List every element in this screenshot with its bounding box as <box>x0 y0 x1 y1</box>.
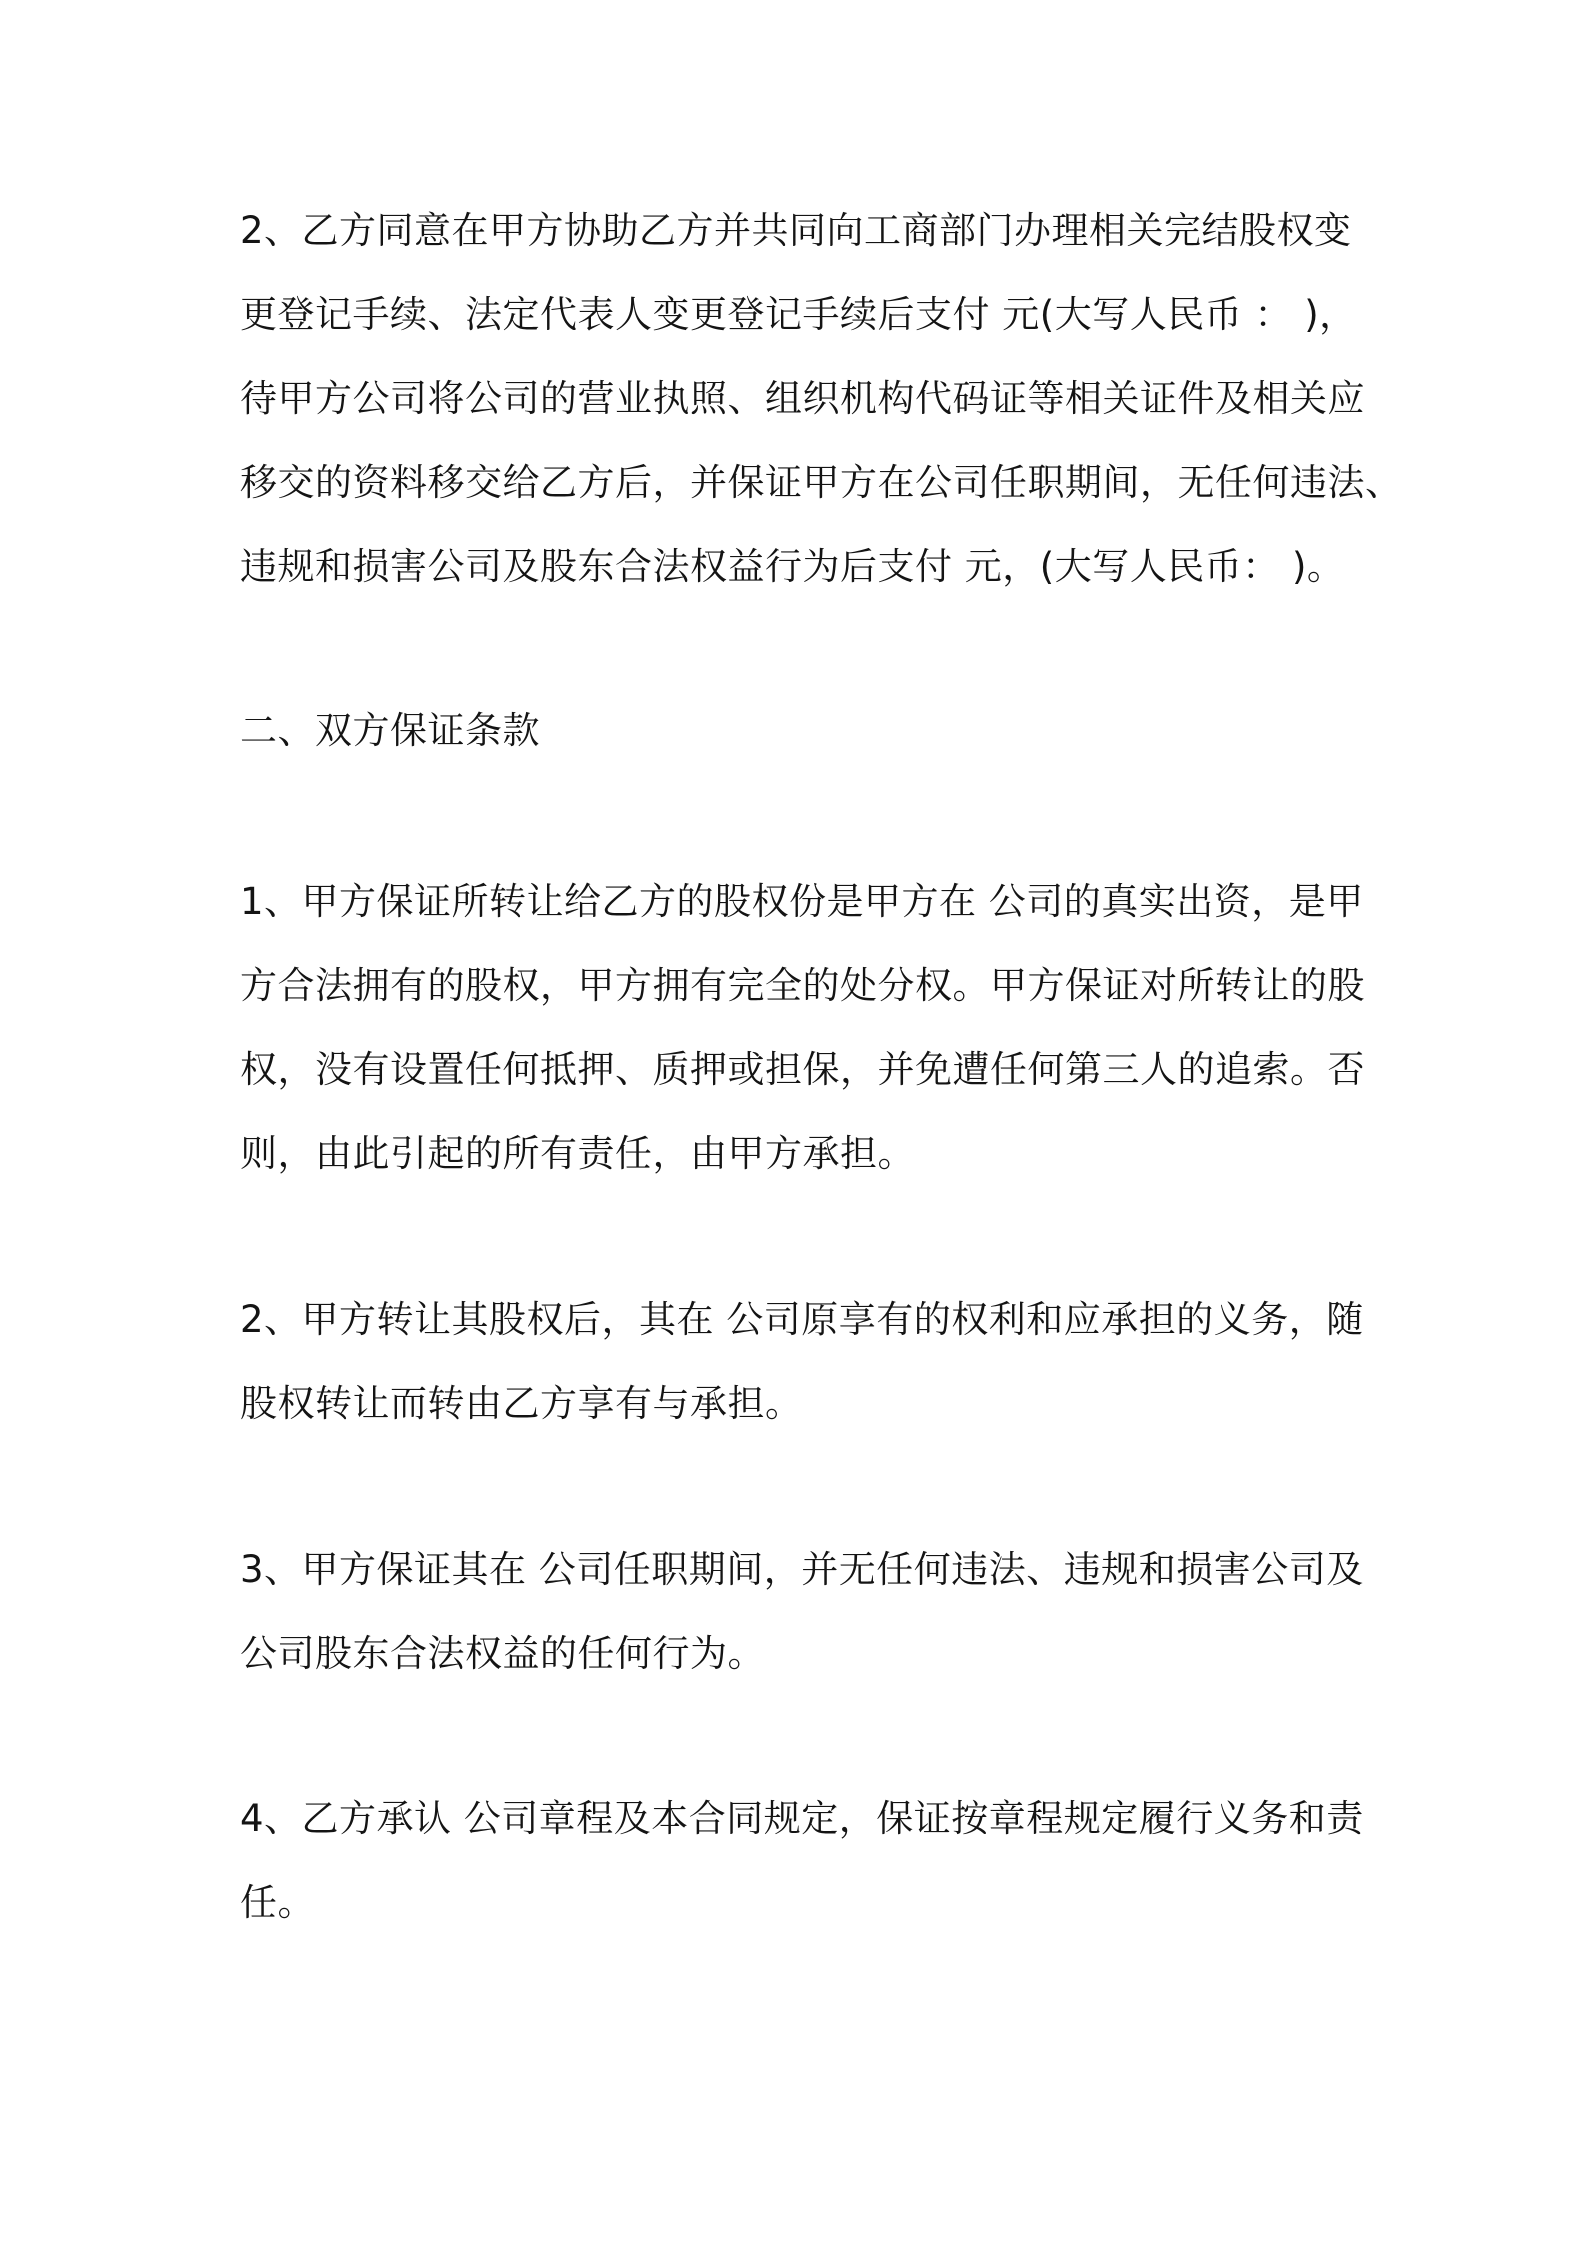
text-line: 公司股东合法权益的任何行为。 <box>240 1632 765 1675</box>
clause-2-4-paragraph <box>240 1777 1364 1945</box>
text-line: 移交的资料移交给乙方后，并保证甲方在公司任职期间，无任何违法、 <box>240 461 1403 504</box>
text-line: 则，由此引起的所有责任，由甲方承担。 <box>240 1132 915 1175</box>
clause-1-2-paragraph <box>240 189 1403 609</box>
clause-2-1-paragraph <box>240 860 1365 1196</box>
section-heading: 二、双方保证条款 <box>240 709 540 752</box>
text-line: 1、甲方保证所转让给乙方的股权份是甲方在 公司的真实出资，是甲 <box>240 880 1364 923</box>
text-line: 2、甲方转让其股权后，其在 公司原享有的权利和应承担的义务，随 <box>240 1298 1364 1341</box>
text-line: 待甲方公司将公司的营业执照、组织机构代码证等相关证件及相关应 <box>240 377 1365 420</box>
text-line: 权，没有设置任何抵押、质押或担保，并免遭任何第三人的追索。否 <box>240 1048 1365 1091</box>
text-line: 方合法拥有的股权，甲方拥有完全的处分权。甲方保证对所转让的股 <box>240 964 1365 1007</box>
clause-2-3-paragraph <box>240 1528 1364 1696</box>
text-line: 违规和损害公司及股东合法权益行为后支付 元，(大写人民币： )。 <box>240 545 1345 588</box>
text-line: 任。 <box>240 1881 315 1924</box>
text-line: 4、乙方承认 公司章程及本合同规定，保证按章程规定履行义务和责 <box>240 1797 1364 1840</box>
text-line: 更登记手续、法定代表人变更登记手续后支付 元(大写人民币 ： )， <box>240 293 1357 336</box>
text-line: 2、乙方同意在甲方协助乙方并共同向工商部门办理相关完结股权变 <box>240 209 1352 252</box>
clause-2-2-paragraph <box>240 1278 1364 1446</box>
text-line: 3、甲方保证其在 公司任职期间，并无任何违法、违规和损害公司及 <box>240 1548 1364 1591</box>
text-line: 股权转让而转由乙方享有与承担。 <box>240 1382 803 1425</box>
